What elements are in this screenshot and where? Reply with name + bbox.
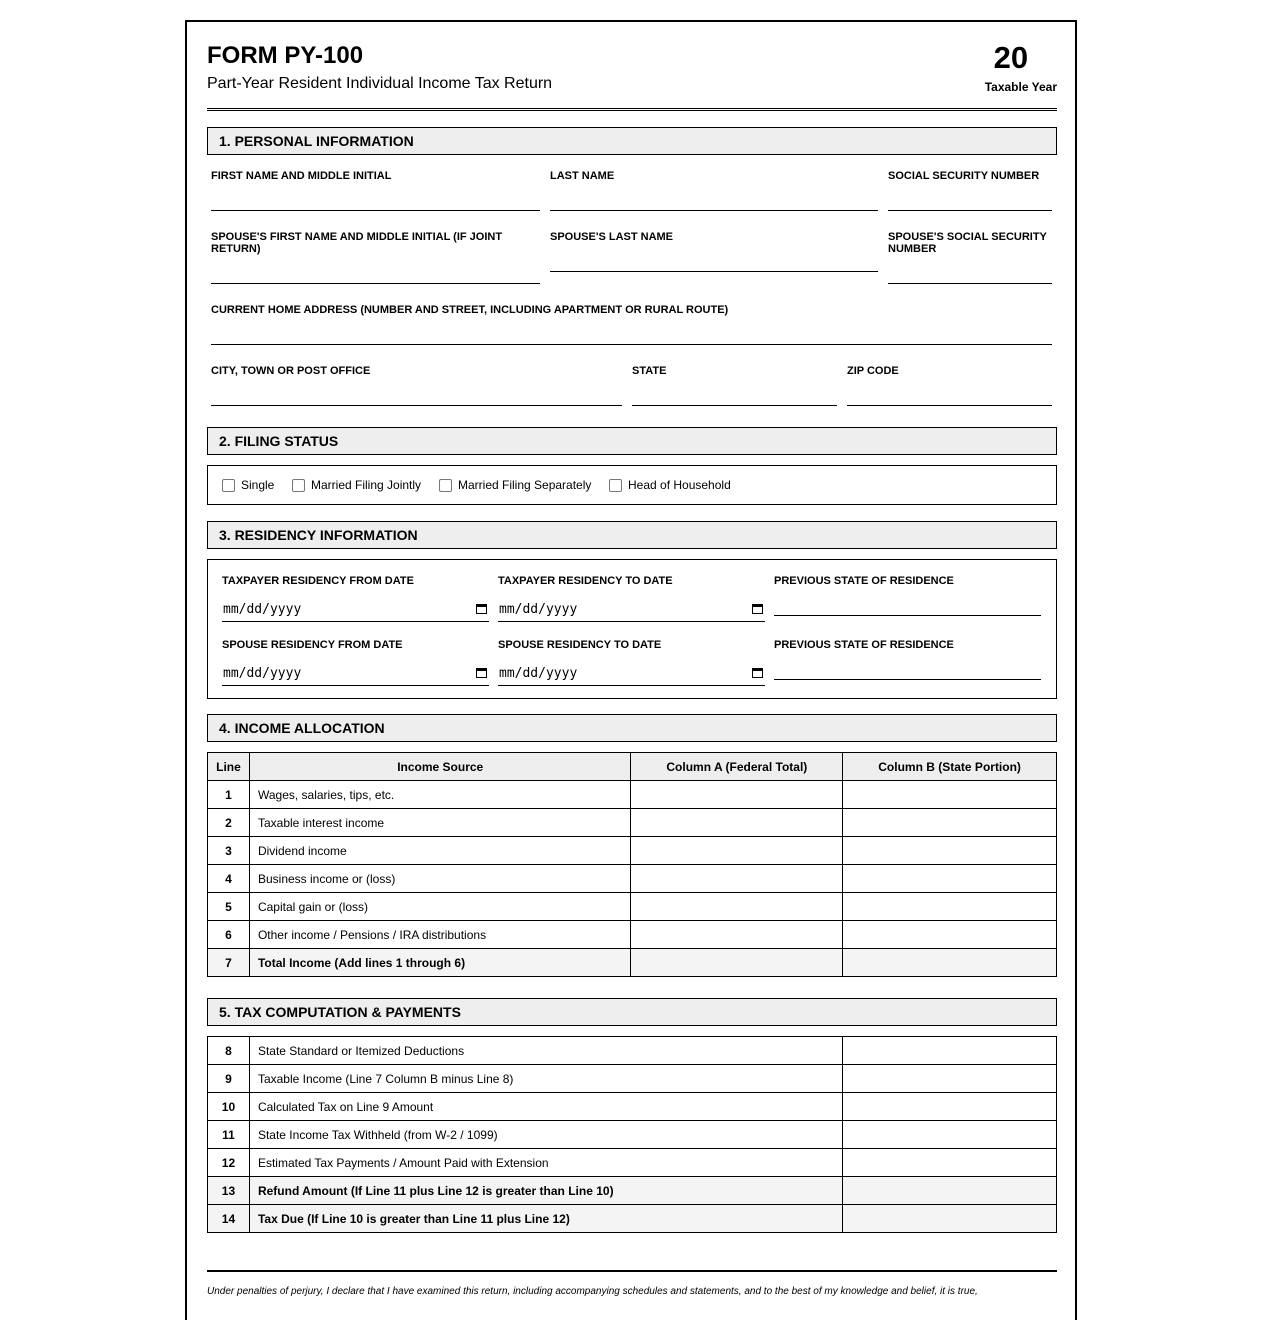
line-number: 1	[208, 781, 250, 809]
mfj-checkbox[interactable]	[292, 479, 305, 492]
taxpayer-previous-state[interactable]	[774, 575, 1041, 621]
amount-cell[interactable]	[843, 1093, 1057, 1121]
income-source-label: Wages, salaries, tips, etc.	[249, 781, 631, 809]
spouse-to-input[interactable]	[498, 663, 765, 686]
last-name-field[interactable]	[550, 170, 878, 212]
first-name-field[interactable]	[211, 170, 540, 212]
state-amount-cell[interactable]	[843, 921, 1057, 949]
single-label: Single	[241, 478, 275, 492]
table-row	[208, 1037, 1057, 1065]
section-residency-header: 3. RESIDENCY INFORMATION	[207, 521, 1057, 549]
date-placeholder: mm/dd/yyyy	[499, 602, 578, 617]
spouse-ssn-field[interactable]	[888, 231, 1052, 285]
tax-item-label: Refund Amount (If Line 11 plus Line 12 is greater than Line 10)	[249, 1177, 842, 1205]
taxpayer-from-input[interactable]	[222, 599, 489, 622]
line-number: 12	[208, 1149, 250, 1177]
taxpayer-to-input[interactable]	[498, 599, 765, 622]
table-row	[208, 1093, 1057, 1121]
amount-cell[interactable]	[843, 1121, 1057, 1149]
tax-computation-table	[207, 1036, 1057, 1233]
date-placeholder: mm/dd/yyyy	[223, 602, 302, 617]
spouse-last-name-label: SPOUSE'S LAST NAME	[550, 231, 674, 243]
amount-cell[interactable]	[843, 1205, 1057, 1233]
spouse-from-input[interactable]	[222, 663, 489, 686]
hoh-label: Head of Household	[628, 478, 731, 492]
section-income-header: 4. INCOME ALLOCATION	[207, 714, 1057, 742]
form-header	[207, 22, 1057, 111]
calendar-icon[interactable]	[476, 668, 487, 678]
form-body	[207, 22, 1057, 1297]
federal-amount-cell[interactable]	[631, 893, 843, 921]
city-label: CITY, TOWN OR POST OFFICE	[211, 365, 371, 377]
line-number: 10	[208, 1093, 250, 1121]
income-source-label: Taxable interest income	[249, 809, 631, 837]
mfs-label: Married Filing Separately	[458, 478, 592, 492]
ssn-label: SOCIAL SECURITY NUMBER	[888, 170, 1040, 182]
line-number: 5	[208, 893, 250, 921]
filing-hoh-option[interactable]	[609, 478, 731, 492]
table-row	[208, 865, 1057, 893]
mfj-label: Married Filing Jointly	[311, 478, 422, 492]
line-number: 14	[208, 1205, 250, 1233]
amount-cell[interactable]	[843, 1149, 1057, 1177]
year-field[interactable]: 20	[993, 40, 1029, 75]
filing-single-option[interactable]	[222, 478, 274, 492]
table-row	[208, 1121, 1057, 1149]
zip-label: ZIP CODE	[847, 365, 899, 377]
spouse-first-name-label: SPOUSE'S FIRST NAME AND MIDDLE INITIAL (IF JOINT RETURN)	[211, 231, 503, 255]
zip-field[interactable]	[847, 365, 1052, 407]
table-row	[208, 921, 1057, 949]
section-tax-header: 5. TAX COMPUTATION & PAYMENTS	[207, 998, 1057, 1026]
spouse-to-label: SPOUSE RESIDENCY TO DATE	[498, 639, 662, 651]
line-number: 13	[208, 1177, 250, 1205]
hoh-checkbox[interactable]	[609, 479, 622, 492]
federal-amount-cell[interactable]	[631, 865, 843, 893]
date-placeholder: mm/dd/yyyy	[499, 666, 578, 681]
tax-form-page	[185, 20, 1077, 1320]
residency-box	[207, 559, 1057, 699]
tax-item-label: Calculated Tax on Line 9 Amount	[249, 1093, 842, 1121]
table-row	[208, 893, 1057, 921]
income-source-label: Total Income (Add lines 1 through 6)	[249, 949, 631, 977]
taxpayer-from-date[interactable]	[222, 575, 489, 623]
line-number: 11	[208, 1121, 250, 1149]
spouse-from-label: SPOUSE RESIDENCY FROM DATE	[222, 639, 403, 651]
calendar-icon[interactable]	[752, 668, 763, 678]
calendar-icon[interactable]	[752, 604, 763, 614]
taxpayer-prev-state-label: PREVIOUS STATE OF RESIDENCE	[774, 575, 954, 587]
filing-mfs-option[interactable]	[439, 478, 591, 492]
state-amount-cell[interactable]	[843, 949, 1057, 977]
spouse-previous-state[interactable]	[774, 639, 1041, 685]
line-number: 2	[208, 809, 250, 837]
taxable-year-block	[985, 40, 1057, 94]
table-row	[208, 1177, 1057, 1205]
state-label: STATE	[632, 365, 667, 377]
filing-status-box	[207, 465, 1057, 505]
taxpayer-to-date[interactable]	[498, 575, 765, 623]
table-row	[208, 809, 1057, 837]
city-field[interactable]	[211, 365, 622, 407]
calendar-icon[interactable]	[476, 604, 487, 614]
address-field[interactable]	[211, 304, 1052, 346]
state-amount-cell[interactable]	[843, 893, 1057, 921]
mfs-checkbox[interactable]	[439, 479, 452, 492]
tax-item-label: State Income Tax Withheld (from W-2 / 1099)	[249, 1121, 842, 1149]
filing-mfj-option[interactable]	[292, 478, 421, 492]
line-number: 4	[208, 865, 250, 893]
form-subtitle: Part-Year Resident Individual Income Tax Return	[207, 75, 553, 92]
date-placeholder: mm/dd/yyyy	[223, 666, 302, 681]
line-number: 8	[208, 1037, 250, 1065]
tax-item-label: State Standard or Itemized Deductions	[249, 1037, 842, 1065]
spouse-prev-state-label: PREVIOUS STATE OF RESIDENCE	[774, 639, 954, 651]
tax-item-label: Estimated Tax Payments / Amount Paid with Extension	[249, 1149, 842, 1177]
line-number: 6	[208, 921, 250, 949]
first-name-label: FIRST NAME AND MIDDLE INITIAL	[211, 170, 392, 182]
declaration-divider	[207, 1270, 1057, 1272]
line-number: 7	[208, 949, 250, 977]
tax-item-label: Tax Due (If Line 10 is greater than Line 11 plus Line 12)	[249, 1205, 842, 1233]
spouse-first-name-field[interactable]	[211, 231, 540, 285]
table-row	[208, 837, 1057, 865]
table-row	[208, 781, 1057, 809]
col-header-federal: Column A (Federal Total)	[631, 753, 843, 781]
single-checkbox[interactable]	[222, 479, 235, 492]
table-row	[208, 1065, 1057, 1093]
federal-amount-cell[interactable]	[631, 809, 843, 837]
income-source-label: Other income / Pensions / IRA distributions	[249, 921, 631, 949]
table-row	[208, 949, 1057, 977]
federal-amount-cell[interactable]	[631, 949, 843, 977]
income-source-label: Dividend income	[249, 837, 631, 865]
line-number: 9	[208, 1065, 250, 1093]
tax-item-label: Taxable Income (Line 7 Column B minus Line 8)	[249, 1065, 842, 1093]
income-source-label: Business income or (loss)	[249, 865, 631, 893]
income-allocation-table	[207, 752, 1057, 977]
state-amount-cell[interactable]	[843, 781, 1057, 809]
last-name-label: LAST NAME	[550, 170, 615, 182]
federal-amount-cell[interactable]	[631, 921, 843, 949]
col-header-line: Line	[208, 753, 250, 781]
spouse-from-date[interactable]	[222, 639, 489, 687]
taxpayer-from-label: TAXPAYER RESIDENCY FROM DATE	[222, 575, 414, 587]
state-amount-cell[interactable]	[843, 837, 1057, 865]
amount-cell[interactable]	[843, 1037, 1057, 1065]
federal-amount-cell[interactable]	[631, 837, 843, 865]
year-label: Taxable Year	[984, 80, 1057, 94]
amount-cell[interactable]	[843, 1177, 1057, 1205]
spouse-last-name-field[interactable]	[550, 231, 878, 273]
col-header-source: Income Source	[249, 753, 631, 781]
section-personal-header: 1. PERSONAL INFORMATION	[207, 127, 1057, 155]
table-row	[208, 1205, 1057, 1233]
col-header-state: Column B (State Portion)	[843, 753, 1057, 781]
ssn-field[interactable]	[888, 170, 1052, 212]
table-row	[208, 1149, 1057, 1177]
taxpayer-to-label: TAXPAYER RESIDENCY TO DATE	[498, 575, 673, 587]
amount-cell[interactable]	[843, 1065, 1057, 1093]
perjury-declaration: Under penalties of perjury, I declare that I have examined this return, including accompanying schedules and statements, and to the best of my knowledge and belief, it is true,	[207, 1286, 978, 1297]
income-source-label: Capital gain or (loss)	[249, 893, 631, 921]
form-title: FORM PY-100	[207, 42, 364, 69]
spouse-ssn-label: SPOUSE'S SOCIAL SECURITY NUMBER	[888, 231, 1047, 255]
federal-amount-cell[interactable]	[631, 781, 843, 809]
address-label: CURRENT HOME ADDRESS (NUMBER AND STREET, INCLUDING APARTMENT OR RURAL ROUTE)	[211, 304, 729, 316]
line-number: 3	[208, 837, 250, 865]
state-amount-cell[interactable]	[843, 865, 1057, 893]
table-header-row	[208, 753, 1057, 781]
section-filing-header: 2. FILING STATUS	[207, 427, 1057, 455]
state-field[interactable]	[632, 365, 837, 407]
state-amount-cell[interactable]	[843, 809, 1057, 837]
spouse-to-date[interactable]	[498, 639, 765, 687]
